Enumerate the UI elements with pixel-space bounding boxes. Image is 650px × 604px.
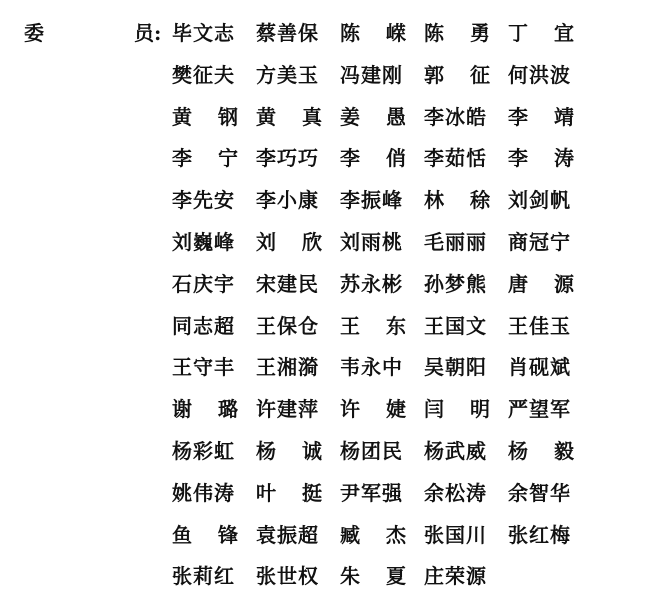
- member-name: 刘巍峰: [172, 229, 235, 254]
- member-name: 王湘漪: [256, 355, 319, 380]
- member-name: 余松涛: [424, 480, 487, 505]
- member-name: 许 婕: [340, 397, 406, 422]
- member-name: 李 涛: [508, 146, 574, 171]
- member-name: 张红梅: [508, 522, 571, 547]
- member-name: 黄 真: [256, 104, 322, 129]
- member-name: 王国文: [424, 313, 487, 338]
- member-name: 杨团民: [340, 438, 403, 463]
- member-name: 宋建民: [256, 271, 319, 296]
- member-name: 孙梦熊: [424, 271, 487, 296]
- member-name: 闫 明: [424, 397, 490, 422]
- member-name: 吴朝阳: [424, 355, 487, 380]
- member-name: 石庆宇: [172, 271, 235, 296]
- member-name: 臧 杰: [340, 522, 406, 547]
- member-name: 蔡善保: [256, 21, 319, 45]
- member-name: 商冠宁: [508, 229, 571, 254]
- member-name: 冯建刚: [340, 62, 403, 87]
- member-name: 黄 钢: [172, 104, 238, 129]
- member-name: 刘雨桃: [340, 229, 403, 254]
- member-name: 王 东: [340, 313, 406, 338]
- member-name: 王保仓: [256, 313, 319, 338]
- member-name: 李 俏: [340, 146, 406, 171]
- member-name: 杨彩虹: [172, 438, 235, 463]
- member-name: 张世权: [256, 564, 319, 589]
- member-name: 刘剑帆: [508, 188, 571, 213]
- member-name: 许建萍: [256, 397, 319, 422]
- member-name: 李 宁: [172, 146, 238, 171]
- member-name: 同志超: [172, 313, 235, 338]
- member-name: 李 靖: [508, 104, 574, 129]
- member-name: 姚伟涛: [172, 480, 235, 505]
- member-name: 李先安: [172, 188, 235, 213]
- member-name: 郭 征: [424, 62, 490, 87]
- member-name: 陈 勇: [424, 21, 490, 45]
- member-name: 方美玉: [256, 62, 319, 87]
- member-name: 袁振超: [256, 522, 319, 547]
- member-name: 朱 夏: [340, 564, 406, 589]
- member-name: 叶 挺: [256, 480, 322, 505]
- member-name: 庄荣源: [424, 564, 487, 589]
- member-name: 王佳玉: [508, 313, 571, 338]
- names-grid: [172, 19, 592, 604]
- member-name: 何洪波: [508, 62, 571, 87]
- member-name: 杨武威: [424, 438, 487, 463]
- member-name: 张莉红: [172, 564, 235, 589]
- member-name: 李振峰: [340, 188, 403, 213]
- member-name: 李小康: [256, 188, 319, 213]
- member-name: 严望军: [508, 397, 571, 422]
- member-name: 李冰皓: [424, 104, 487, 129]
- member-name: 余智华: [508, 480, 571, 505]
- member-name: 杨 毅: [508, 438, 574, 463]
- member-name: 陈 嵘: [340, 21, 406, 45]
- member-name: 林 稌: [424, 188, 490, 213]
- member-name: 韦永中: [340, 355, 403, 380]
- member-name: 肖砚斌: [508, 355, 571, 380]
- member-name: 姜 愚: [340, 104, 406, 129]
- member-name: 杨 诚: [256, 438, 322, 463]
- member-name: 唐 源: [508, 271, 574, 296]
- member-name: 谢 璐: [172, 397, 238, 422]
- member-name: 王守丰: [172, 355, 235, 380]
- member-name: 鱼 锋: [172, 522, 238, 547]
- member-name: 刘 欣: [256, 229, 322, 254]
- member-name: 李巧巧: [256, 146, 319, 171]
- member-name: 尹军强: [340, 480, 403, 505]
- member-name: 丁 宜: [508, 21, 574, 45]
- member-name: 樊征夫: [172, 62, 235, 87]
- label-wei: 委: [24, 21, 44, 45]
- member-name: 李茹恬: [424, 146, 487, 171]
- member-name: 张国川: [424, 522, 487, 547]
- member-name: 毛丽丽: [424, 229, 487, 254]
- label-yuan: 员:: [134, 21, 162, 45]
- member-name: 苏永彬: [340, 271, 403, 296]
- member-name: 毕文志: [172, 21, 235, 45]
